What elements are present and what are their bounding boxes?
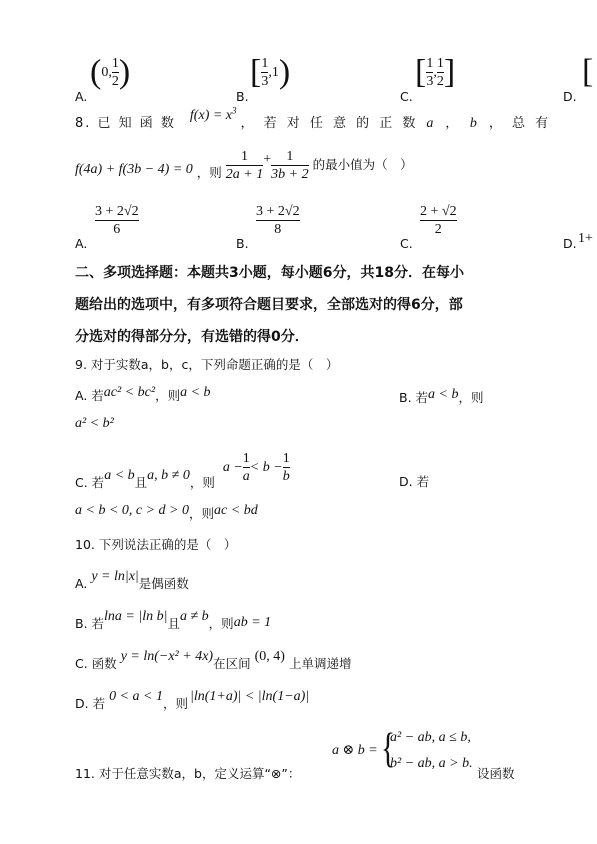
q8-option-c-label: C. <box>400 236 413 251</box>
q11-case-1: a² − ab, a ≤ b, <box>390 730 471 745</box>
q7-option-d-bracket: [ <box>582 53 594 90</box>
q8-option-b: 3 + 2√2 8 <box>256 204 300 237</box>
q10-option-a: A. y = ln|x|是偶函数 <box>75 569 189 591</box>
q11-stem: 11. 对于任意实数a，b，定义运算“⊗”： <box>75 766 301 781</box>
q9-option-b-result: a² < b² <box>75 416 114 431</box>
q9-option-a: A. 若ac² < bc²，则a < b <box>75 385 211 403</box>
q8-option-d: 1+ <box>578 231 593 246</box>
q7-option-a: (0, $\frac{1}{2}$ ) <box>90 53 131 91</box>
q8-option-d-label: D. <box>563 236 577 251</box>
q9-option-d-label: D. 若 <box>399 474 430 489</box>
q10-option-c: C. 函数 y = ln(−x² + 4x)在区间 (0, 4) 上单调递增 <box>75 649 352 671</box>
q7-option-b-label: B. <box>236 89 249 104</box>
q8-function: $f(x) = x^3$ <box>189 105 237 123</box>
q11-tail: 设函数 <box>477 766 515 781</box>
q11-operator: a ⊗ b = <box>332 743 378 758</box>
q10-option-d: D. 若 0 < a < 1，则 |ln(1+a)| < |ln(1−a)| <box>75 689 310 711</box>
q8-ask: 的最小值为（ ） <box>312 157 413 172</box>
q7-option-a-label: A. <box>75 89 88 104</box>
q9-option-b: B. 若a < b，则 <box>399 387 484 405</box>
q8-expr-2: $\frac{1}{3b + 2}$ <box>271 149 309 182</box>
q8-option-a: 3 + 2√2 6 <box>95 204 139 237</box>
q9-option-c: C. 若a < b且a, b ≠ 0，则 a − $\frac{1}{a}$ < b − $\frac{1}{b}$ <box>75 451 290 490</box>
q10-option-b: B. 若lna = |ln b|且a ≠ b，则ab = 1 <box>75 609 272 631</box>
section2-line3: 分选对的得部分分，有选错的得0分． <box>75 329 309 345</box>
q8-condition: f(4a) + f(3b − 4) = 0 <box>75 162 193 177</box>
q7-option-c-label: C. <box>400 89 413 104</box>
q8-options <box>0 203 597 251</box>
q10-stem: 10. 下列说法正确的是（ ） <box>75 537 237 552</box>
section2-line2: 题给出的选项中，有多项符合题目要求，全部选对的得6分，部 <box>75 297 463 313</box>
q9-stem: 9. 对于实数a，b，c，下列命题正确的是（ ） <box>75 357 339 372</box>
q8-option-c: 2 + √2 2 <box>420 204 457 237</box>
q11-brace: { <box>381 726 396 772</box>
q9-option-d: a < b < 0, c > d > 0，则ac < bd <box>75 503 258 521</box>
q8-stem-line2: f(4a) + f(3b − 4) = 0 ，则 $\frac{1}{2a + 1}$ + $\frac{1}{3b + 2}$ 的最小值为（ ） <box>75 149 413 182</box>
q8-option-b-label: B. <box>236 236 249 251</box>
q7-options <box>0 55 597 105</box>
q8-expr-1: $\frac{1}{2a + 1}$ <box>225 149 264 182</box>
q7-option-b: [ $\frac{1}{3}$ ,1) <box>250 53 291 91</box>
section2-line1: 二、多项选择题：本题共3小题，每小题6分，共18分．在每小 <box>75 265 464 281</box>
q7-option-c: [ $\frac{1}{3}$ , $\frac{1}{2}$ ] <box>415 53 456 91</box>
q11-case-2: b² − ab, a > b. <box>390 756 473 771</box>
q7-option-d-label: D. <box>563 89 577 104</box>
q8-option-a-label: A. <box>75 236 88 251</box>
q8-stem-line1: 8. 已 知 函 数 $f(x) = x^3$ ， 若 对 任 意 的 正 数 a ， b ， 总 有 <box>75 105 552 131</box>
